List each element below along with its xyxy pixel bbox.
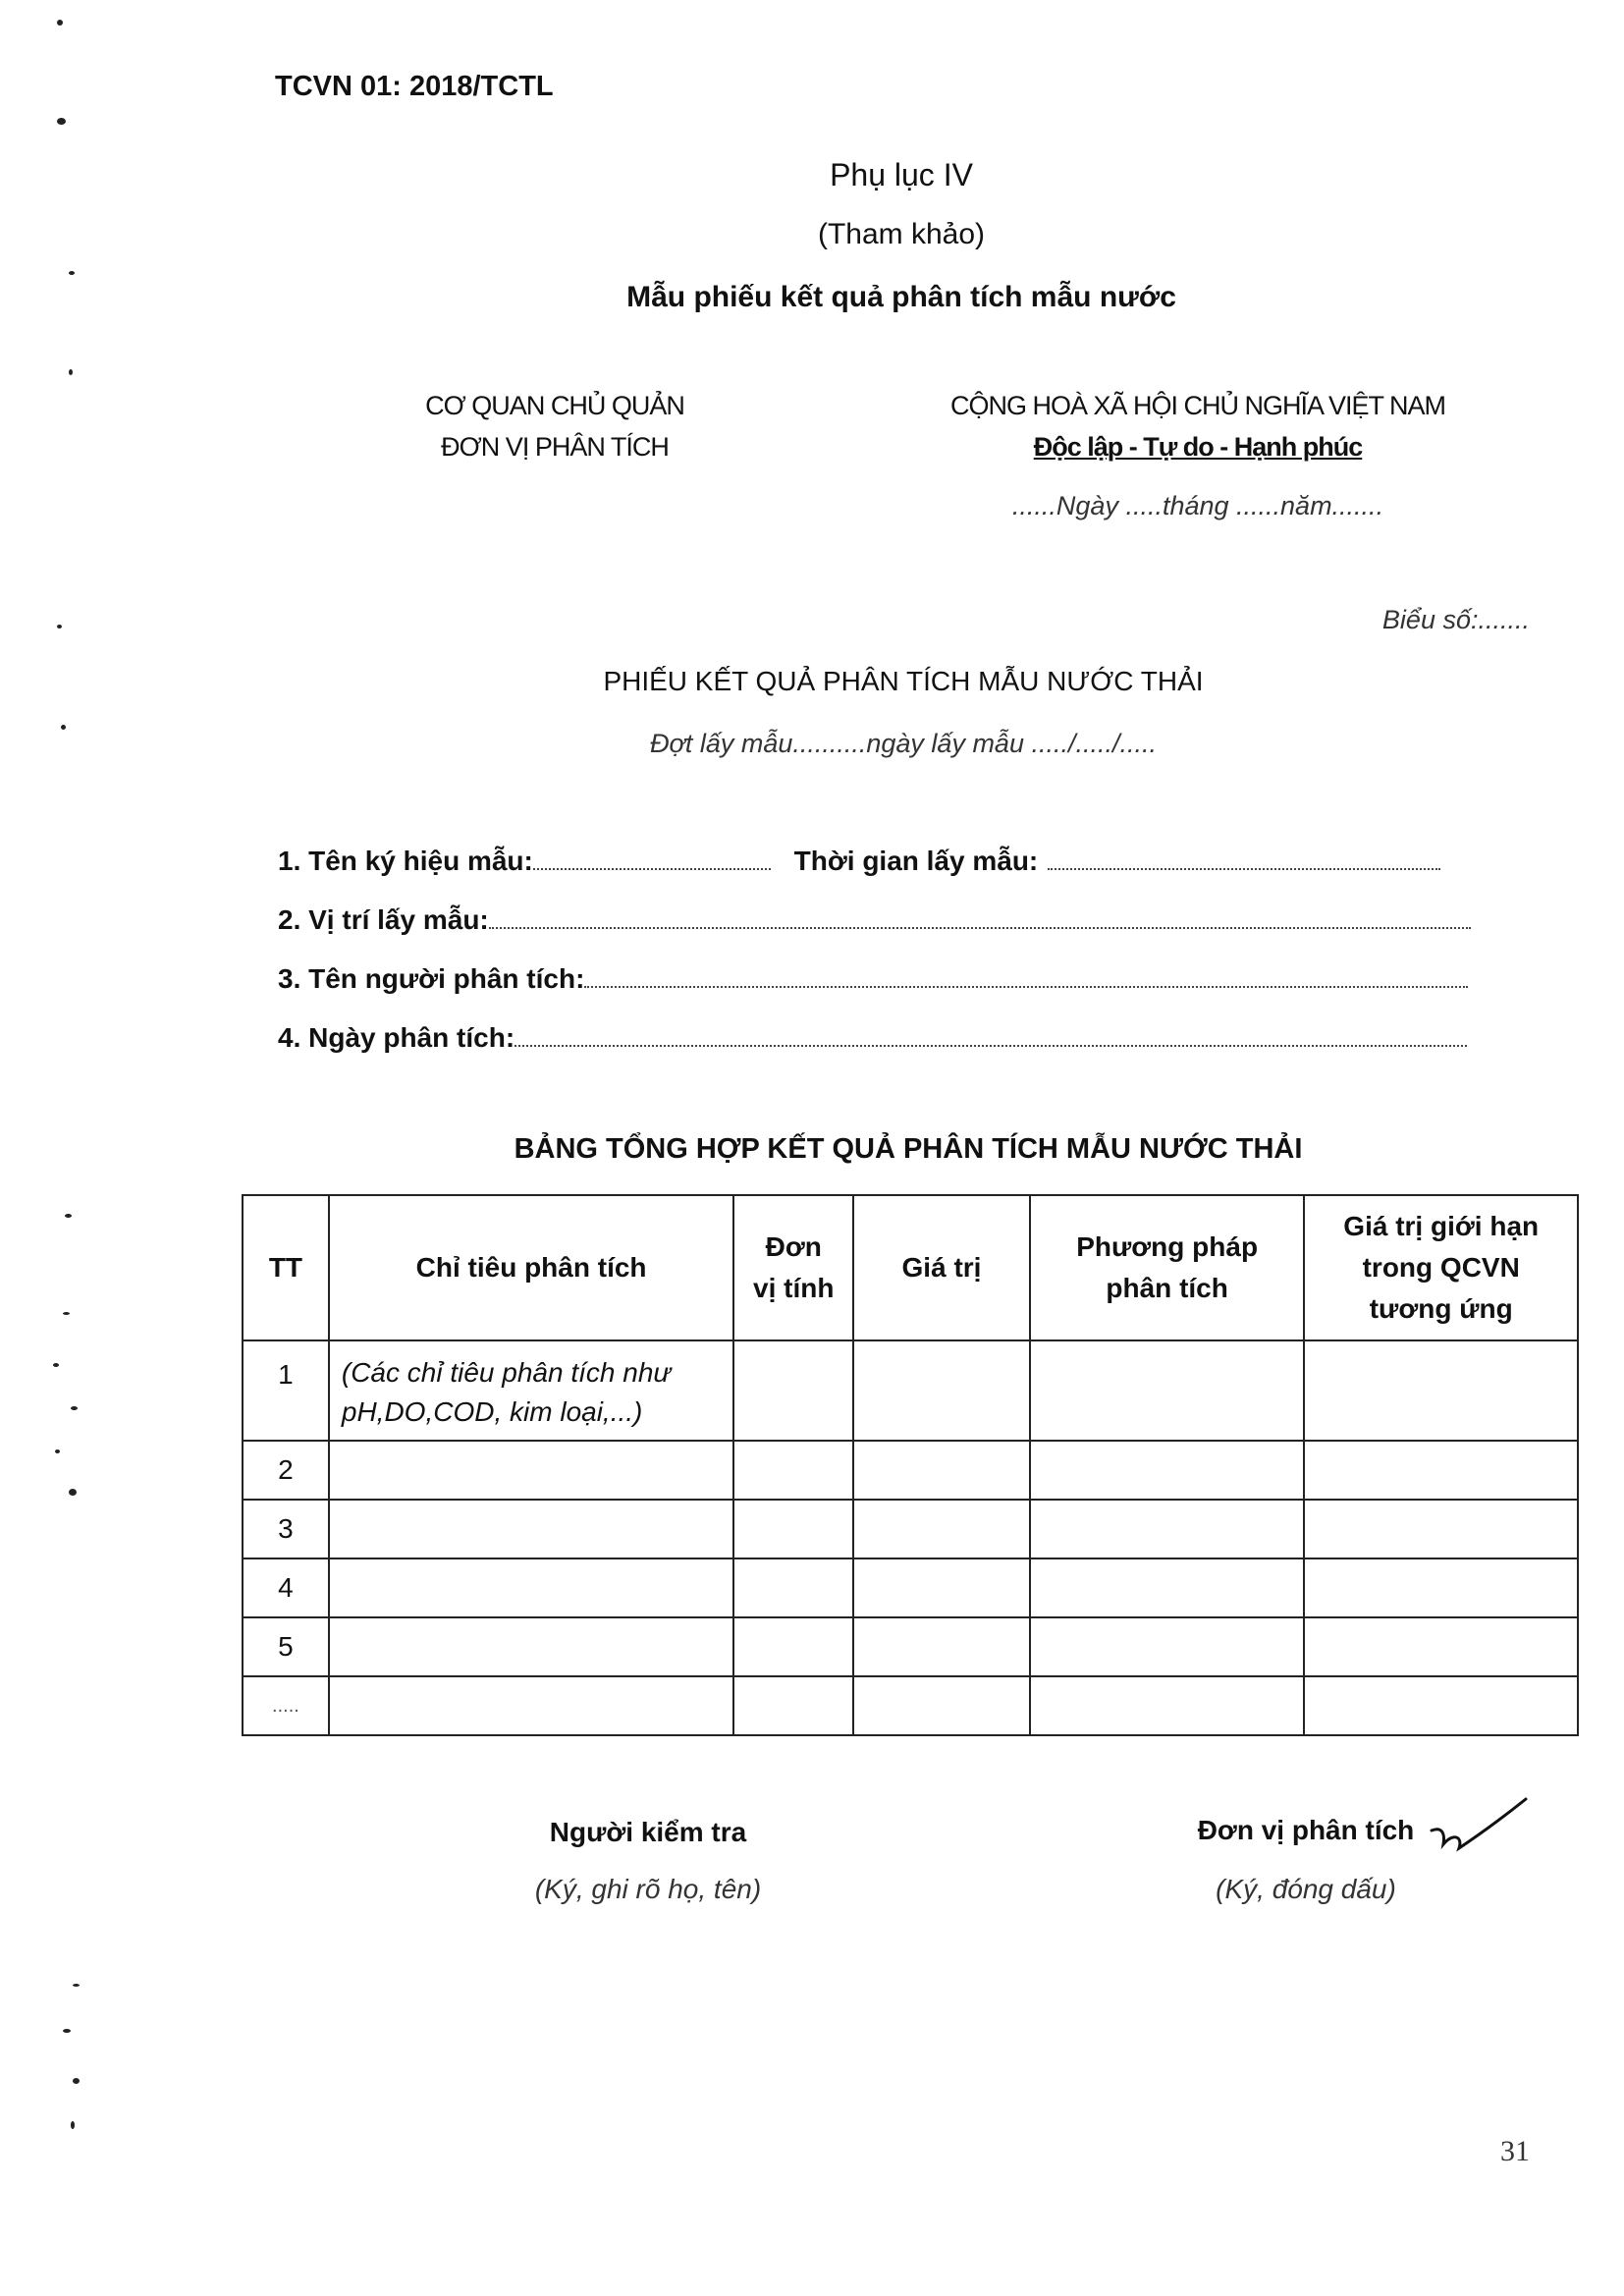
cell-unit[interactable] xyxy=(733,1340,853,1441)
scan-speck xyxy=(63,1312,70,1315)
fill-line[interactable] xyxy=(1048,845,1440,870)
table-row xyxy=(243,1617,1578,1676)
row-number: 1 xyxy=(243,1340,329,1441)
field-analysis-date-label: 4. Ngày phân tích: xyxy=(278,1022,515,1053)
cell-limit[interactable] xyxy=(1304,1340,1578,1441)
cell-method[interactable] xyxy=(1030,1617,1305,1676)
cell-method[interactable] xyxy=(1030,1676,1305,1735)
header-method-line1: Phương pháp xyxy=(1076,1231,1259,1262)
cell-unit[interactable] xyxy=(733,1558,853,1617)
scan-speck xyxy=(57,118,66,125)
cell-unit[interactable] xyxy=(733,1500,853,1558)
cell-indicator[interactable] xyxy=(329,1558,733,1617)
indicator-note-line1: (Các chỉ tiêu phân tích như xyxy=(341,1357,672,1388)
signature-mark xyxy=(1424,1793,1532,1862)
header-tt: TT xyxy=(243,1195,329,1340)
cell-value[interactable] xyxy=(853,1676,1030,1735)
table-row xyxy=(243,1340,1578,1441)
scan-speck xyxy=(69,1489,77,1496)
scan-speck xyxy=(57,625,62,629)
indicator-note-line2: pH,DO,COD, kim loại,...) xyxy=(341,1396,643,1427)
scan-speck xyxy=(73,1984,80,1987)
cell-method[interactable] xyxy=(1030,1441,1305,1500)
field-analyst-label: 3. Tên người phân tích: xyxy=(278,963,585,994)
cell-limit[interactable] xyxy=(1304,1500,1578,1558)
cell-value[interactable] xyxy=(853,1500,1030,1558)
row-number: 2 xyxy=(243,1441,329,1500)
slip-title: PHIẾU KẾT QUẢ PHÂN TÍCH MẪU NƯỚC THẢI xyxy=(603,666,1204,696)
national-motto xyxy=(864,432,1532,463)
form-title: Mẫu phiếu kết quả phân tích mẫu nước xyxy=(626,281,1176,313)
scan-speck xyxy=(63,2029,71,2033)
header-limit-line1: Giá trị giới hạn xyxy=(1343,1211,1540,1241)
header-unit-line1: Đơn xyxy=(765,1231,822,1262)
table-row xyxy=(243,1558,1578,1617)
fill-line[interactable] xyxy=(489,903,1471,929)
indicator-note[interactable] xyxy=(329,1340,733,1441)
header-unit xyxy=(733,1195,853,1340)
unit-label: ĐƠN VỊ PHÂN TÍCH xyxy=(441,432,669,462)
checker-label: Người kiểm tra xyxy=(549,1817,747,1847)
batch-line: Đợt lấy mẫu..........ngày lấy mẫu ...../...../..... xyxy=(650,729,1157,758)
cell-limit[interactable] xyxy=(1304,1441,1578,1500)
field-analyst xyxy=(278,962,1468,995)
cell-method[interactable] xyxy=(1030,1500,1305,1558)
cell-value[interactable] xyxy=(853,1617,1030,1676)
cell-indicator[interactable] xyxy=(329,1500,733,1558)
row-number: 4 xyxy=(243,1558,329,1617)
cell-indicator[interactable] xyxy=(329,1617,733,1676)
reference-note: (Tham khảo) xyxy=(817,218,986,250)
form-number: Biểu số:....... xyxy=(1381,605,1530,634)
document-code: TCVN 01: 2018/TCTL xyxy=(275,71,554,102)
unit-sign-label: Đơn vị phân tích xyxy=(1197,1815,1415,1845)
fill-line[interactable] xyxy=(514,1021,1467,1047)
results-table xyxy=(242,1194,1579,1736)
scan-speck xyxy=(57,20,63,26)
cell-value[interactable] xyxy=(853,1340,1030,1441)
unit-sign-note: (Ký, đóng dấu) xyxy=(1216,1874,1396,1904)
country-name: CỘNG HOÀ XÃ HỘI CHỦ NGHĨA VIỆT NAM xyxy=(949,391,1446,420)
cell-value[interactable] xyxy=(853,1558,1030,1617)
field-sample-time-label: Thời gian lấy mẫu: xyxy=(793,846,1039,876)
appendix-title: Phụ lục IV xyxy=(830,157,973,192)
date-line: ......Ngày .....tháng ......năm....... xyxy=(1011,491,1384,520)
table-row xyxy=(243,1676,1578,1735)
cell-limit[interactable] xyxy=(1304,1617,1578,1676)
field-location-label: 2. Vị trí lấy mẫu: xyxy=(278,904,489,935)
header-value: Giá trị xyxy=(853,1195,1030,1340)
scan-speck xyxy=(69,369,73,375)
header-limit-line3: tương ứng xyxy=(1369,1293,1513,1324)
motto-text: Độc lập - Tự do - Hạnh phúc xyxy=(1033,432,1363,462)
cell-limit[interactable] xyxy=(1304,1558,1578,1617)
cell-value[interactable] xyxy=(853,1441,1030,1500)
scan-speck xyxy=(55,1449,60,1453)
checker-note: (Ký, ghi rõ họ, tên) xyxy=(534,1874,762,1904)
scan-speck xyxy=(53,1363,59,1367)
fill-line[interactable] xyxy=(584,962,1468,988)
row-number: ..... xyxy=(243,1676,329,1735)
table-row xyxy=(243,1500,1578,1558)
table-title: BẢNG TỔNG HỢP KẾT QUẢ PHÂN TÍCH MẪU NƯỚC THẢI xyxy=(514,1133,1303,1165)
cell-method[interactable] xyxy=(1030,1558,1305,1617)
header-limit-line2: trong QCVN xyxy=(1362,1252,1520,1283)
table-header-row xyxy=(243,1195,1578,1340)
scan-speck xyxy=(69,271,75,275)
field-location xyxy=(278,903,1471,936)
cell-unit[interactable] xyxy=(733,1676,853,1735)
scan-speck xyxy=(73,2078,80,2084)
row-number: 3 xyxy=(243,1500,329,1558)
page-number: 31 xyxy=(1500,2135,1530,2167)
header-method xyxy=(1030,1195,1305,1340)
cell-method[interactable] xyxy=(1030,1340,1305,1441)
cell-limit[interactable] xyxy=(1304,1676,1578,1735)
agency-label: CƠ QUAN CHỦ QUẢN xyxy=(425,391,684,420)
field-analysis-date xyxy=(278,1021,1467,1054)
fill-line[interactable] xyxy=(533,845,771,870)
field-sample-id-label: 1. Tên ký hiệu mẫu: xyxy=(278,846,533,876)
cell-indicator[interactable] xyxy=(329,1441,733,1500)
cell-unit[interactable] xyxy=(733,1441,853,1500)
cell-unit[interactable] xyxy=(733,1617,853,1676)
scan-speck xyxy=(71,2121,75,2129)
field-sample-id xyxy=(278,845,1440,877)
table-row xyxy=(243,1441,1578,1500)
scan-speck xyxy=(65,1214,72,1218)
header-unit-line2: vị tính xyxy=(753,1273,835,1303)
row-number: 5 xyxy=(243,1617,329,1676)
header-limit xyxy=(1304,1195,1578,1340)
header-indicator: Chỉ tiêu phân tích xyxy=(329,1195,733,1340)
scan-speck xyxy=(71,1406,78,1410)
header-method-line2: phân tích xyxy=(1106,1273,1228,1303)
cell-indicator[interactable] xyxy=(329,1676,733,1735)
